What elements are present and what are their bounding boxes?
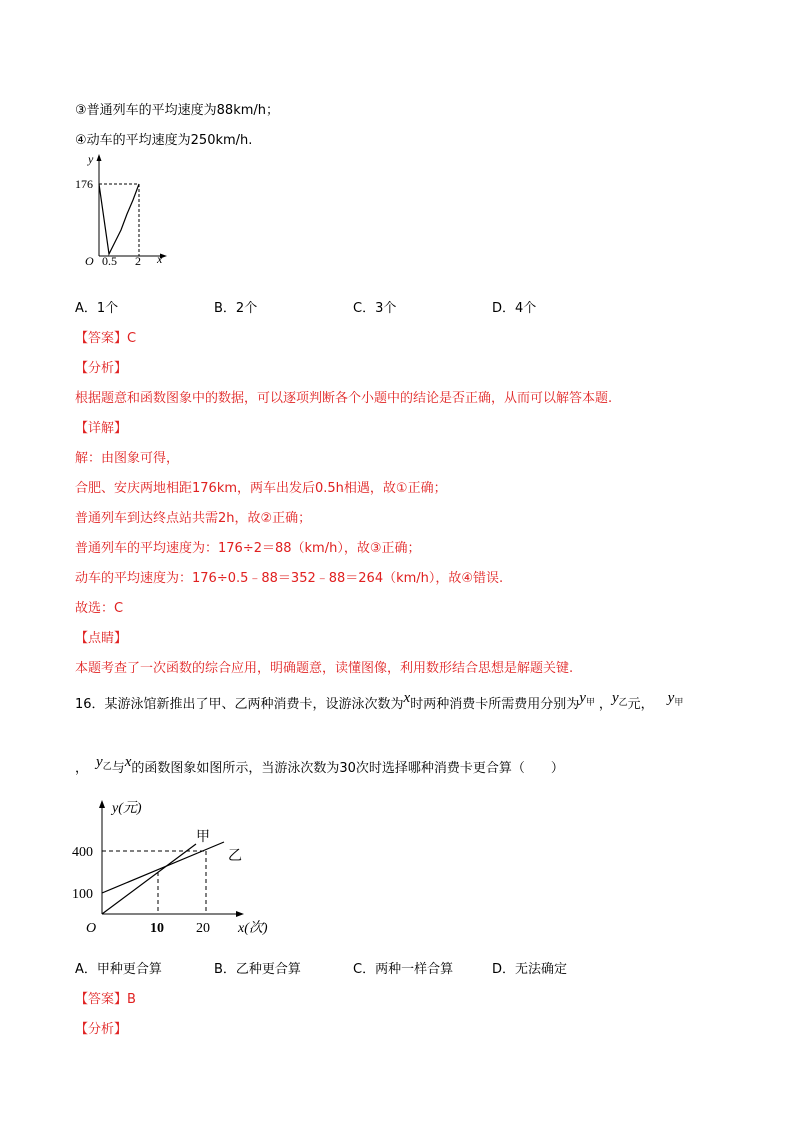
q16-line2-b: 与 xyxy=(111,761,125,776)
q16-sub-yi: 乙 xyxy=(618,698,628,708)
q16-var-x-2: x xyxy=(124,754,132,770)
graph1-x-tick-1: 0.5 xyxy=(102,254,117,268)
statement-3: ③普通列车的平均速度为88km/h； xyxy=(75,103,280,118)
option-c: C．3个 xyxy=(353,301,397,316)
option-b: B．2个 xyxy=(214,301,258,316)
graph2-y-label: y(元) xyxy=(112,801,142,816)
q16-y-jia: y xyxy=(579,690,586,706)
detail-line-5: 动车的平均速度为：176÷0.5﹣88＝352﹣88＝264（km/h），故④错误. xyxy=(75,571,504,586)
graph1-y-label: y xyxy=(88,152,94,166)
q16-sub-jia-2: 甲 xyxy=(674,698,684,708)
q16-line2-a: ， xyxy=(75,761,89,776)
analysis-text: 根据题意和函数图象中的数据，可以逐项判断各个小题中的结论是否正确，从而可以解答本题. xyxy=(75,391,613,406)
comment-text: 本题考查了一次函数的综合应用，明确题意，读懂图像，利用数形结合思想是解题关键. xyxy=(75,661,574,676)
q16-option-b: B．乙种更合算 xyxy=(214,962,301,977)
graph2-origin: O xyxy=(86,921,97,936)
speed-graph xyxy=(75,150,175,270)
detail-line-3: 普通列车到达终点站共需2h，故②正确； xyxy=(75,511,312,526)
graph2-x-tick-20: 20 xyxy=(196,921,210,936)
q16-option-d: D．无法确定 xyxy=(492,962,568,977)
q16-comma: ， xyxy=(598,697,612,712)
graph1-x-tick-2: 2 xyxy=(135,254,141,268)
graph1-x-label: x xyxy=(157,252,163,266)
detail-line-6: 故选：C xyxy=(75,601,124,616)
detail-tag: 【详解】 xyxy=(75,421,128,436)
graph2-line-yi: 乙 xyxy=(228,849,242,864)
graph2-x-label: x(次) xyxy=(238,921,268,936)
graph2-line-jia: 甲 xyxy=(196,830,210,845)
detail-line-2: 合肥、安庆两地相距176km，两车出发后0.5h相遇，故①正确； xyxy=(75,481,447,496)
detail-line-1: 解：由图象可得， xyxy=(75,451,180,466)
fee-graph xyxy=(72,796,302,946)
q16-y-yi: y xyxy=(611,690,619,706)
option-d: D．4个 xyxy=(492,301,537,316)
graph2-y-tick-400: 400 xyxy=(72,845,93,860)
graph2-y-tick-100: 100 xyxy=(72,887,93,902)
q16-unit: 元， xyxy=(627,697,654,712)
q16-y-jia-2: y xyxy=(667,690,675,706)
q16-option-a: A．甲种更合算 xyxy=(75,962,162,977)
q16-answer-tag: 【答案】B xyxy=(75,992,136,1007)
q16-line2-c: 的函数图象如图所示，当游泳次数为30次时选择哪种消费卡更合算（ ） xyxy=(131,761,564,776)
option-a: A．1个 xyxy=(75,301,119,316)
answer-tag: 【答案】C xyxy=(75,331,137,346)
graph1-origin: O xyxy=(85,254,94,268)
comment-tag: 【点睛】 xyxy=(75,631,128,646)
q16-var-x: x xyxy=(403,690,411,706)
q16-text-a: 16．某游泳馆新推出了甲、乙两种消费卡，设游泳次数为 xyxy=(75,697,404,712)
q16-option-c: C．两种一样合算 xyxy=(353,962,454,977)
graph2-x-tick-10: 10 xyxy=(150,921,164,936)
q16-sub-jia: 甲 xyxy=(585,698,595,708)
graph1-y-tick: 176 xyxy=(75,177,93,191)
q16-sub-yi-2: 乙 xyxy=(102,762,112,772)
q16-y-yi-2: y xyxy=(96,754,103,770)
q16-analysis-tag: 【分析】 xyxy=(75,1022,128,1037)
detail-line-4: 普通列车的平均速度为：176÷2＝88（km/h），故③正确； xyxy=(75,541,421,556)
statement-4: ④动车的平均速度为250km/h. xyxy=(75,133,253,148)
q16-text-b: 时两种消费卡所需费用分别为 xyxy=(410,697,580,712)
analysis-tag: 【分析】 xyxy=(75,361,128,376)
q16-line-2 xyxy=(75,754,564,777)
q16-line-1 xyxy=(75,690,684,713)
